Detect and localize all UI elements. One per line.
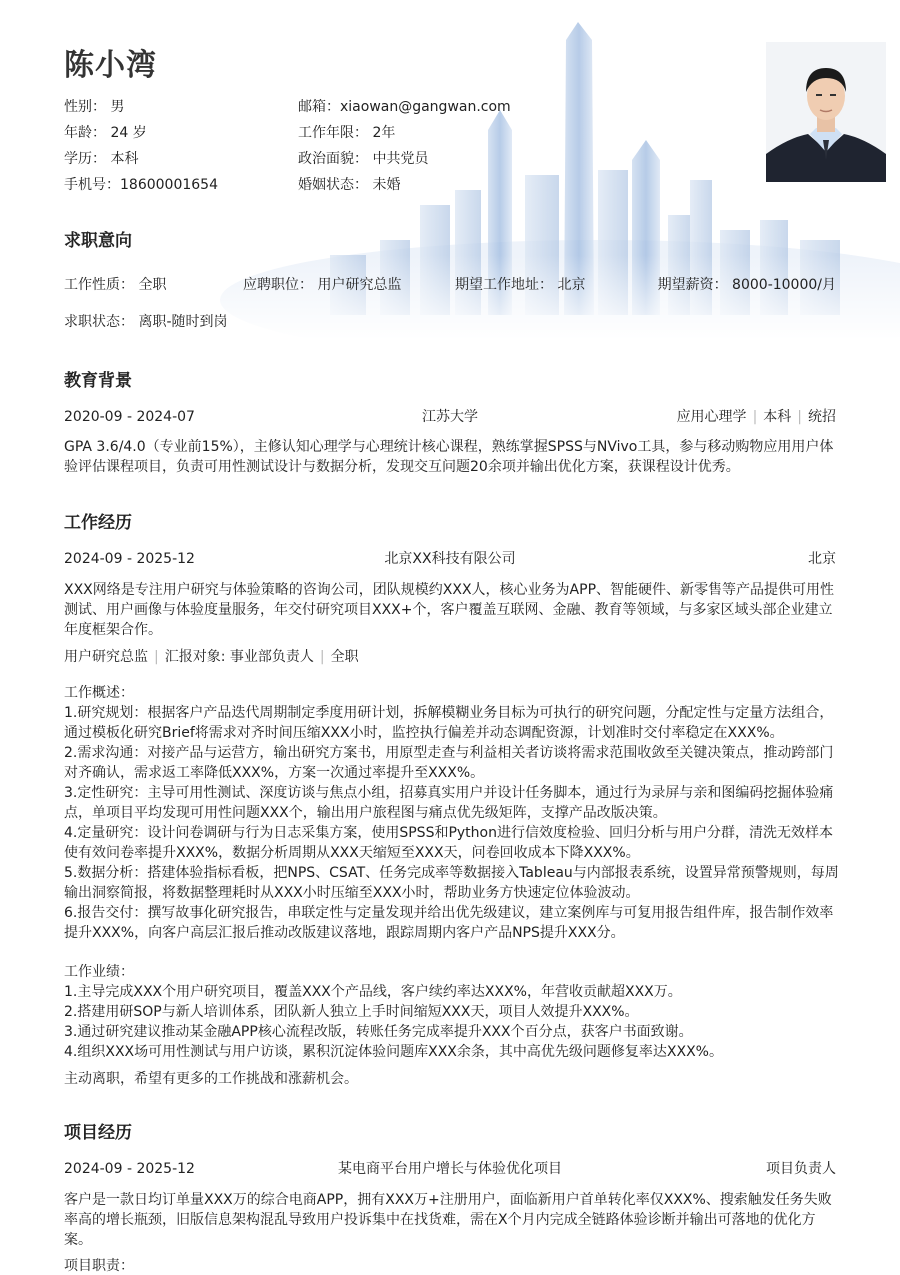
project-role: 项目负责人 bbox=[766, 1161, 836, 1177]
text-line: 2.搭建用研SOP与新人培训体系，团队新人独立上手时间缩短XXX天，项目人效提升XXX%。 bbox=[64, 1004, 639, 1020]
text-line: 1.研究规划：根据客户产品迭代周期制定季度用研计划，拆解模糊业务目标为可执行的研究问题，分配定性与定量方法组合， bbox=[64, 705, 834, 721]
text-line: 对齐确认，需求返工率降低XXX%，方案一次通过率提升至XXX%。 bbox=[64, 765, 485, 781]
text-line: 5.数据分析：搭建体验指标看板，把NPS、CSAT、任务完成率等数据接入Tableau与内部报表系统，设置异常预警规则，每周 bbox=[64, 865, 839, 881]
text-line: 4.定量研究：设计问卷调研与行为日志采集方案，使用SPSS和Python进行信效度检验、回归分析与用户分群，清洗无效样本 bbox=[64, 825, 833, 841]
company-name: 北京XX科技有限公司 bbox=[384, 551, 516, 567]
text-line: 4.组织XXX场可用性测试与用户访谈，累积沉淀体验问题库XXX余条，其中高优先级问题修复率达XXX%。 bbox=[64, 1044, 723, 1060]
work-header bbox=[64, 549, 836, 569]
education-level: 学历： 本科 bbox=[64, 151, 139, 167]
project-period: 2024-09 - 2025-12 bbox=[64, 1161, 195, 1177]
education-description bbox=[64, 437, 836, 477]
phone: 手机号：18600001654 bbox=[64, 177, 218, 193]
work-role-line: 用户研究总监 | 汇报对象: 事业部负责人 | 全职 bbox=[64, 649, 359, 665]
text-line: 6.报告交付：撰写故事化研究报告，串联定性与定量发现并给出优先级建议，建立案例库与可复用报告组件库，报告制作效率 bbox=[64, 905, 834, 921]
section-title-project: 项目经历 bbox=[64, 1123, 132, 1143]
job-nature: 工作性质： 全职 bbox=[64, 277, 167, 293]
leave-reason bbox=[64, 1069, 836, 1089]
report-to: 汇报对象: 事业部负责人 bbox=[164, 649, 314, 665]
text-line: 点，单项目平均发现可用性问题XXX个，输出用户旅程图与痛点优先级矩阵，支撑产品改版决策。 bbox=[64, 805, 667, 821]
job-position: 应聘职位： 用户研究总监 bbox=[243, 277, 402, 293]
work-city: 北京 bbox=[808, 551, 836, 567]
education-details: 应用心理学 | 本科 | 统招 bbox=[676, 409, 836, 425]
text-line: 3.定性研究：主导可用性测试、深度访谈与焦点小组，招募真实用户并设计任务脚本，通过行为录屏与亲和图编码挖掘体验痛 bbox=[64, 785, 834, 801]
project-description bbox=[64, 1190, 836, 1250]
employment-type: 全职 bbox=[330, 649, 359, 665]
expected-salary: 期望薪资： 8000-10000/月 bbox=[657, 277, 836, 293]
political-status: 政治面貌： 中共党员 bbox=[298, 151, 429, 167]
job-title: 用户研究总监 bbox=[64, 649, 148, 665]
project-name: 某电商平台用户增长与体验优化项目 bbox=[338, 1161, 562, 1177]
email: 邮箱：xiaowan@gangwan.com bbox=[298, 99, 511, 115]
company-intro bbox=[64, 580, 836, 640]
job-status: 求职状态： 离职-随时到岗 bbox=[64, 314, 228, 330]
section-title-work: 工作经历 bbox=[64, 513, 132, 533]
school-name: 江苏大学 bbox=[422, 409, 478, 425]
admission-type: 统招 bbox=[808, 409, 836, 425]
degree: 本科 bbox=[763, 409, 792, 425]
text-line: 提升XXX%，向客户高层汇报后推动改版建议落地，跟踪周期内客户产品NPS提升XXX分。 bbox=[64, 925, 625, 941]
text-line: GPA 3.6/4.0（专业前15%），主修认知心理学与心理统计核心课程，熟练掌握SPSS与NVivo工具，参与移动购物应用用户体 bbox=[64, 439, 834, 455]
age: 年龄： 24 岁 bbox=[64, 125, 147, 141]
basic-info bbox=[64, 94, 664, 198]
text-line: 工作业绩： bbox=[64, 964, 134, 980]
work-achievements bbox=[64, 962, 836, 1062]
work-period: 2024-09 - 2025-12 bbox=[64, 551, 195, 567]
job-location: 期望工作地址： 北京 bbox=[455, 277, 586, 293]
text-line: 主动离职，希望有更多的工作挑战和涨薪机会。 bbox=[64, 1071, 358, 1087]
gender: 性别： 男 bbox=[64, 99, 125, 115]
text-line: 测试、用户画像与体验度量服务，年交付研究项目XXX+个，客户覆盖互联网、金融、教育等领域，与多家区域头部企业建立 bbox=[64, 602, 833, 618]
text-line: 2.需求沟通：对接产品与运营方，输出研究方案书，用原型走查与利益相关者访谈将需求范围收敛至关键决策点，推动跨部门 bbox=[64, 745, 834, 761]
education-header bbox=[64, 407, 836, 427]
work-overview bbox=[64, 683, 839, 943]
text-line: 工作概述： bbox=[64, 685, 134, 701]
project-duty-label bbox=[64, 1256, 836, 1275]
candidate-name: 陈小湾 bbox=[64, 48, 157, 83]
text-line: XXX网络是专注用户研究与体验策略的咨询公司，团队规模约XXX人，核心业务为APP、智能硬件、新零售等产品提供可用性 bbox=[64, 582, 835, 598]
education-period: 2020-09 - 2024-07 bbox=[64, 409, 195, 425]
work-years: 工作年限： 2年 bbox=[298, 125, 396, 141]
text-line: 3.通过研究建议推动某金融APP核心流程改版，转账任务完成率提升XXX个百分点，获客户书面致谢。 bbox=[64, 1024, 693, 1040]
text-line: 输出洞察简报，将数据整理耗时从XXX小时压缩至XXX小时，帮助业务方快速定位体验波动。 bbox=[64, 885, 640, 901]
section-title-education: 教育背景 bbox=[64, 371, 132, 391]
text-line: 率高的增长瓶颈，旧版信息架构混乱导致用户投诉集中在找货难，需在X个月内完成全链路体验诊断并输出可落地的优化方 bbox=[64, 1212, 816, 1228]
avatar-photo bbox=[766, 42, 886, 182]
marital-status: 婚姻状态： 未婚 bbox=[298, 177, 401, 193]
text-line: 项目职责： bbox=[64, 1258, 134, 1274]
text-line: 1.主导完成XXX个用户研究项目，覆盖XXX个产品线，客户续约率达XXX%，年营收贡献超XXX万。 bbox=[64, 984, 682, 1000]
text-line: 通过模板化研究Brief将需求对齐时间压缩XXX小时，监控执行偏差并动态调配资源，计划准时交付率稳定在XXX%。 bbox=[64, 725, 784, 741]
section-title-intent: 求职意向 bbox=[64, 231, 132, 251]
project-header bbox=[64, 1159, 836, 1179]
text-line: 案。 bbox=[64, 1232, 92, 1248]
text-line: 年度框架合作。 bbox=[64, 622, 162, 638]
major: 应用心理学 bbox=[676, 409, 747, 425]
text-line: 使有效问卷率提升XXX%，数据分析周期从XXX天缩短至XXX天，问卷回收成本下降XXX%。 bbox=[64, 845, 640, 861]
text-line: 验评估课程项目，负责可用性测试设计与数据分析，发现交互问题20余项并输出优化方案，获课程设计优秀。 bbox=[64, 459, 740, 475]
text-line: 客户是一款日均订单量XXX万的综合电商APP，拥有XXX万+注册用户，面临新用户首单转化率仅XXX%、搜索触发任务失败 bbox=[64, 1192, 832, 1208]
